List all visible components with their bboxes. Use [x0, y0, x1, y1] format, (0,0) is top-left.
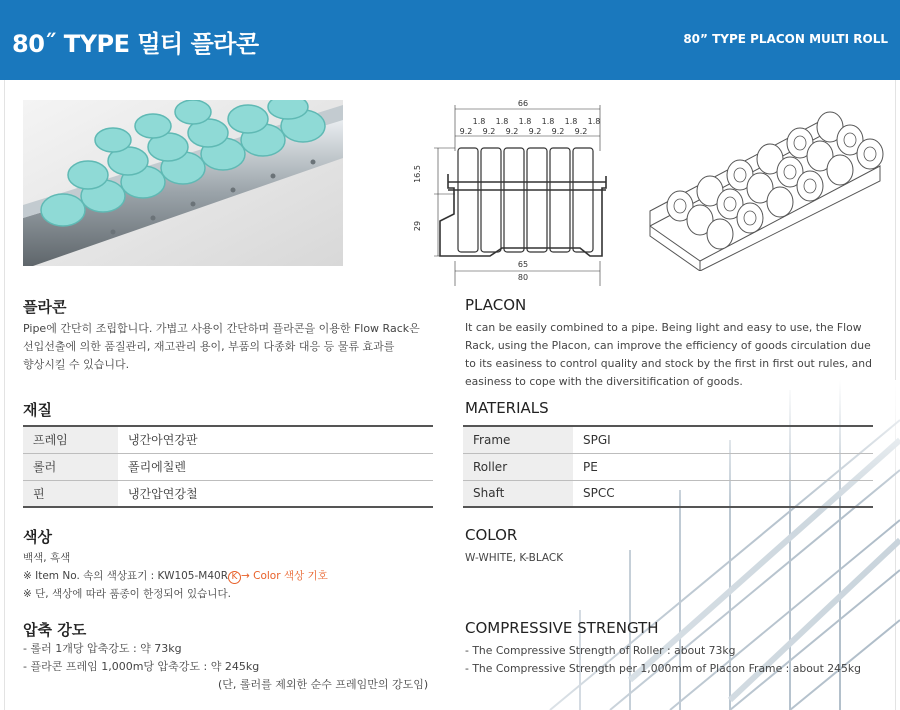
- dim-roller-6: 9.2: [574, 127, 588, 136]
- material-key: Roller: [463, 453, 573, 480]
- color-info-en: W-WHITE, K-BLACK: [465, 552, 564, 564]
- table-row: [23, 480, 433, 507]
- material-key: 프레임: [23, 426, 118, 453]
- placon-desc-en-line-3: to its easiness to control quality and stock by the first in first out rules, and: [465, 357, 872, 370]
- dim-pitch-3: 1.8: [518, 117, 532, 126]
- dim-pitch-1: 1.8: [472, 117, 486, 126]
- dim-roller-5: 9.2: [551, 127, 565, 136]
- dim-roller-3: 9.2: [505, 127, 519, 136]
- section-title-strength-ko: 압축 강도: [23, 621, 87, 639]
- section-title-placon-en: PLACON: [465, 296, 527, 314]
- dim-roller-1: 9.2: [459, 127, 473, 136]
- material-value: PE: [573, 453, 873, 480]
- strength-frame-en: - The Compressive Strength per 1,000mm of Placon Frame : about 245kg: [465, 662, 862, 675]
- dim-pitch-5: 1.8: [564, 117, 578, 126]
- material-key: Shaft: [463, 480, 573, 507]
- placon-description-ko: [23, 320, 438, 374]
- color-item-note: [23, 567, 438, 585]
- section-title-materials-ko: 재질: [23, 401, 52, 419]
- table-row: [463, 480, 873, 507]
- materials-table-ko: [23, 425, 433, 508]
- page-title-ko: 80˝ TYPE 멀티 플라콘: [12, 30, 259, 58]
- material-value: 냉간압연강철: [118, 480, 433, 507]
- strength-info-en: [465, 642, 885, 678]
- placon-desc-ko-line-3: 향상시킬 수 있습니다.: [23, 358, 130, 371]
- section-title-placon-ko: 플라콘: [23, 298, 67, 316]
- dim-roller-4: 9.2: [528, 127, 542, 136]
- dimension-drawing: [410, 96, 610, 286]
- dim-base-width: 65: [517, 260, 529, 269]
- page-title-en: 80” TYPE PLACON MULTI ROLL: [683, 32, 888, 46]
- strength-roller-ko: - 롤러 1개당 압축강도 : 약 73kg: [23, 642, 182, 655]
- dim-pitch-4: 1.8: [541, 117, 555, 126]
- dim-roller-2: 9.2: [482, 127, 496, 136]
- dim-frame-width: 80: [517, 273, 529, 282]
- dim-height-bottom: 29: [413, 220, 422, 232]
- table-row: [463, 426, 873, 453]
- isometric-drawing: [640, 96, 890, 271]
- placon-desc-en-line-1: It can be easily combined to a pipe. Being light and easy to use, the Flow: [465, 321, 862, 334]
- material-key: Frame: [463, 426, 573, 453]
- material-value: 냉간아연강판: [118, 426, 433, 453]
- placon-desc-ko-line-2: 선입선출에 의한 품질관리, 재고관리 용이, 부품의 다종화 대응 등 물류 효과를: [23, 340, 395, 353]
- dim-roller-labels: [460, 127, 588, 136]
- section-title-color-en: COLOR: [465, 526, 518, 544]
- placon-desc-en-line-2: Rack, using the Placon, can improve the efficiency of goods circulation due: [465, 339, 871, 352]
- table-row: [463, 453, 873, 480]
- color-code-k-badge: K: [228, 571, 241, 584]
- materials-table-en: [463, 425, 873, 508]
- strength-info-ko: [23, 640, 438, 694]
- strength-roller-en: - The Compressive Strength of Roller : about 73kg: [465, 644, 736, 657]
- section-title-materials-en: MATERIALS: [465, 399, 549, 417]
- color-item-prefix: ※ Item No. 속의 색상표기 : KW105-M40R: [23, 570, 228, 582]
- material-key: 롤러: [23, 453, 118, 480]
- placon-desc-ko-line-1: Pipe에 간단히 조립합니다. 가볍고 사용이 간단하며 플라콘을 이용한 Flow Rack은: [23, 322, 420, 335]
- material-value: SPGI: [573, 426, 873, 453]
- table-row: [23, 426, 433, 453]
- dim-total-width: 66: [517, 99, 529, 108]
- dim-pitch-2: 1.8: [495, 117, 509, 126]
- material-key: 핀: [23, 480, 118, 507]
- placon-desc-en-line-4: easiness to cope with the diversitification of goods.: [465, 375, 743, 388]
- color-info-ko: [23, 549, 438, 603]
- placon-description-en: [465, 319, 885, 391]
- color-restriction-note: ※ 단, 색상에 따라 품종이 한정되어 있습니다.: [23, 588, 231, 600]
- strength-note-ko: (단, 롤러를 제외한 순수 프레임만의 강도임): [218, 678, 429, 691]
- section-title-color-ko: 색상: [23, 528, 52, 546]
- page-header: [0, 0, 900, 80]
- dim-pitch-6: 1.8: [587, 117, 601, 126]
- strength-frame-ko: - 플라콘 프레임 1,000m당 압축강도 : 약 245kg: [23, 660, 260, 673]
- material-value: SPCC: [573, 480, 873, 507]
- section-title-strength-en: COMPRESSIVE STRENGTH: [465, 619, 659, 637]
- dim-pitch-labels: [473, 117, 601, 126]
- color-item-suffix: → Color 색상 기호: [241, 570, 328, 582]
- dim-height-top: 16.5: [413, 165, 422, 183]
- table-row: [23, 453, 433, 480]
- product-photo: [23, 100, 343, 266]
- material-value: 폴리에칠렌: [118, 453, 433, 480]
- color-list-ko: 백색, 흑색: [23, 552, 71, 564]
